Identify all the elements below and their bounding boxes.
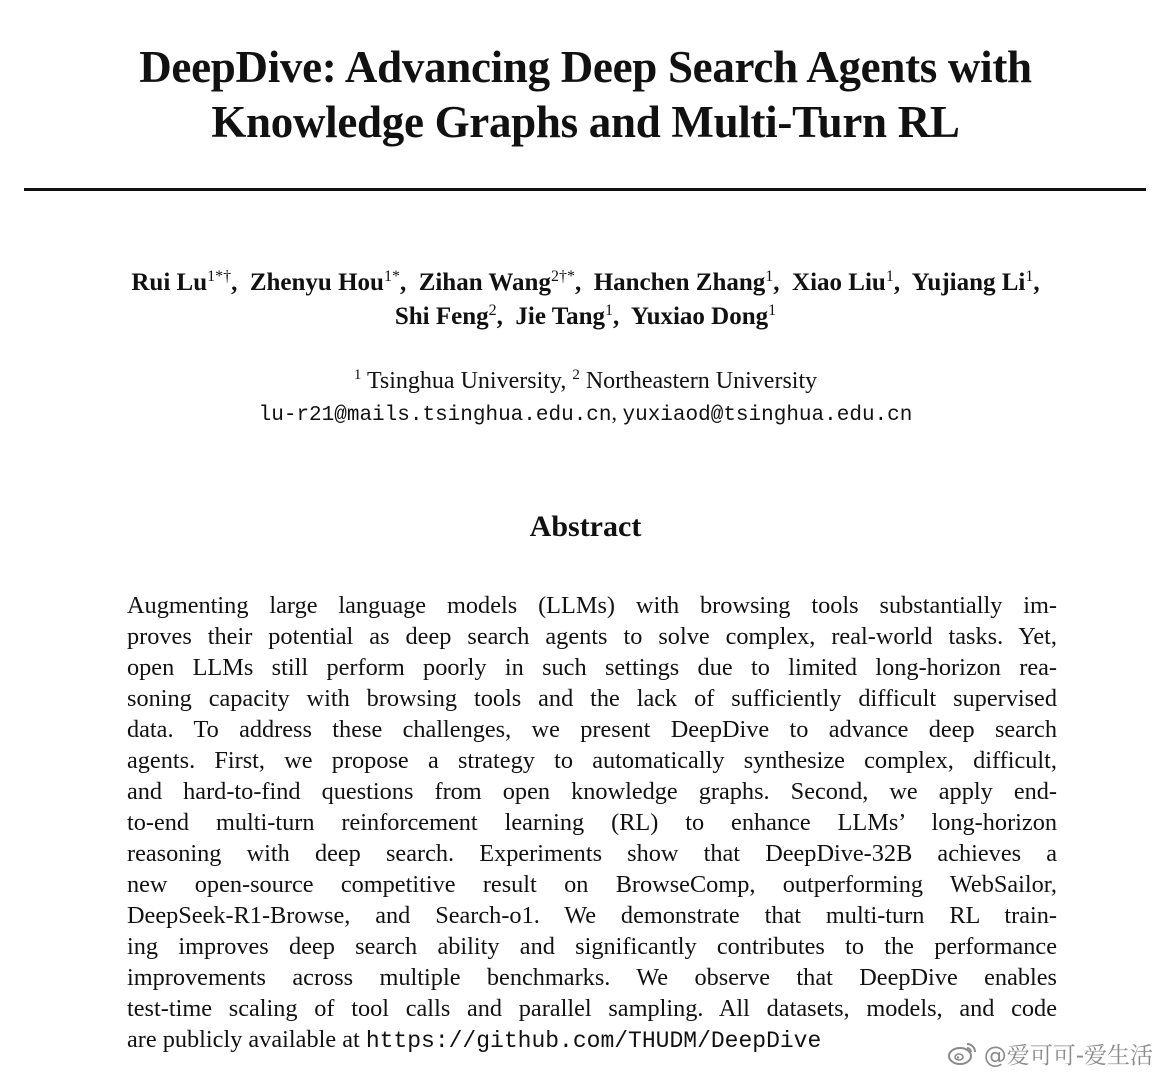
affil-mark-2: 2 (572, 367, 580, 383)
author-list (0, 266, 1171, 334)
author-affil-mark: 2†* (550, 268, 575, 285)
email-1[interactable]: lu-r21@mails.tsinghua.edu.cn (258, 404, 612, 427)
affiliation-2: Northeastern University (585, 368, 818, 394)
author-separator: , (893, 269, 907, 296)
abstract-line: improvements across multiple benchmarks. We observe that DeepDive enables (127, 964, 1057, 991)
author-separator: , (231, 269, 244, 296)
author-separator: , (1033, 269, 1040, 296)
author: Rui Lu (131, 269, 208, 296)
abstract-line: to-end multi-turn reinforcement learning (RL) to enhance LLMs’ long-horizon (127, 809, 1057, 836)
affiliations (0, 366, 1171, 396)
watermark-handle: @爱可可-爱生活 (983, 1042, 1153, 1069)
author-affil-mark: 1 (1025, 268, 1034, 285)
weibo-logo-icon (948, 1040, 978, 1066)
author-affil-mark: 1* (383, 268, 400, 285)
abstract-line: proves their potential as deep search agents to solve complex, real-world tasks. Yet, (127, 623, 1057, 650)
contact-emails (0, 398, 1171, 431)
author-separator: , (613, 303, 626, 330)
author-separator: , (496, 303, 510, 330)
weibo-watermark (944, 1036, 1157, 1070)
title-line-2: Knowledge Graphs and Multi-Turn RL (211, 97, 960, 147)
paper-title (0, 40, 1171, 150)
abstract-body (127, 590, 1057, 1055)
author: Zhenyu Hou (249, 269, 384, 296)
abstract-heading: Abstract (529, 510, 642, 543)
author: Jie Tang (515, 303, 605, 330)
author: Xiao Liu (792, 269, 886, 296)
abstract-line: and hard-to-find questions from open knowledge graphs. Second, we apply end- (127, 778, 1057, 805)
title-rule (24, 188, 1146, 191)
author: Yuxiao Dong (630, 303, 769, 330)
abstract-line: DeepSeek-R1-Browse, and Search-o1. We demonstrate that multi-turn RL train- (127, 902, 1057, 929)
author-affil-mark: 1 (768, 302, 777, 319)
abstract-line: test-time scaling of tool calls and parallel sampling. All datasets, models, and code (127, 995, 1057, 1022)
author-separator: , (773, 269, 786, 296)
abstract-line: new open-source competitive result on BrowseComp, outperforming WebSailor, (127, 871, 1057, 898)
author-separator: , (399, 269, 413, 296)
author: Yujiang Li (911, 269, 1026, 296)
title-line-1: DeepDive: Advancing Deep Search Agents with (139, 42, 1032, 92)
author-separator: , (574, 269, 588, 296)
abstract-line: Augmenting large language models (LLMs) with browsing tools substantially im- (127, 592, 1057, 619)
affil-mark-1: 1 (353, 367, 362, 383)
author: Hanchen Zhang (593, 269, 766, 296)
abstract-line: open LLMs still perform poorly in such settings due to limited long-horizon rea- (127, 654, 1057, 681)
author-affil-mark: 2 (488, 302, 497, 319)
abstract-line: agents. First, we propose a strategy to automatically synthesize complex, difficult, (127, 747, 1057, 774)
abstract-last-line (127, 1024, 1057, 1055)
affiliation-1: Tsinghua University, (366, 368, 567, 394)
abstract-line: reasoning with deep search. Experiments show that DeepDive-32B achieves a (127, 840, 1057, 867)
author-affil-mark: 1 (605, 302, 613, 319)
abstract-line: data. To address these challenges, we present DeepDive to advance deep search (127, 716, 1057, 743)
abstract-line: ing improves deep search ability and significantly contributes to the performance (127, 933, 1057, 960)
author-affil-mark: 1 (885, 268, 894, 285)
email-separator: , (611, 400, 617, 425)
author-affil-mark: 1*† (207, 268, 232, 285)
author: Zihan Wang (418, 269, 551, 296)
author-line-1 (0, 266, 1171, 300)
abstract-line: soning capacity with browsing tools and the lack of sufficiently difficult supervised (127, 685, 1057, 712)
author-affil-mark: 1 (765, 268, 774, 285)
author-line-2 (0, 300, 1171, 334)
author: Shi Feng (394, 303, 489, 330)
abstract-availability-text: are publicly available at (127, 1026, 360, 1053)
github-link[interactable]: https://github.com/THUDM/DeepDive (365, 1028, 822, 1054)
email-2[interactable]: yuxiaod@tsinghua.edu.cn (622, 404, 913, 427)
